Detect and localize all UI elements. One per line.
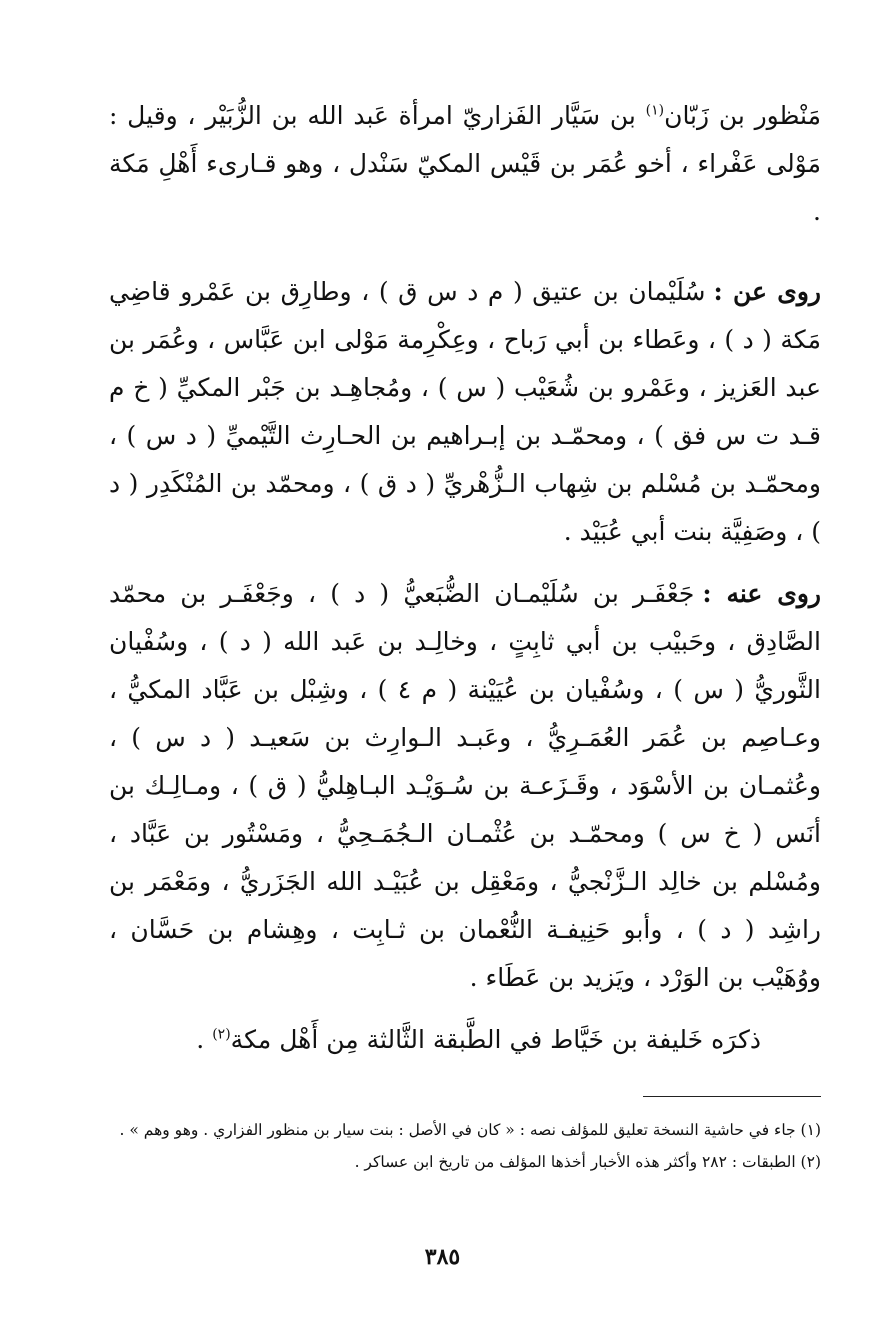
footnote-1: (١) جاء في حاشية النسخة تعليق للمؤلف نصه : « كان في الأصل : بنت سيار بن منظور الفزاري . وهو وهم » . (119, 1121, 821, 1139)
intro-text-rest: بن سَيَّار الفَزاريّ امرأة عَبد الله بن الزُّبَيْر ، وقيل : مَوْلى عَفْراء ، أخو عُمَر بن قَيْس المكيّ سَنْدل ، وهو قـارىء أَهْلِ مَكة . (109, 101, 821, 226)
intro-paragraph (109, 92, 821, 236)
narrated-from-label: روى عن : (713, 277, 821, 306)
closing-text: ذكرَه خَليفة بن خَيَّاط في الطَّبقة الثَّالثة مِن أَهْل مكة (230, 1025, 761, 1054)
narrated-from-paragraph (109, 268, 821, 556)
footnotes (109, 1114, 821, 1178)
footnote-2: (٢) الطبقات : ٢٨٢ وأكثر هذه الأخبار أخذها المؤلف من تاريخ ابن عساكر . (354, 1153, 821, 1171)
intro-text-start: مَنْظور بن زَبّان (664, 101, 821, 130)
closing-paragraph (109, 1016, 821, 1064)
footnote-marker-2: (٢) (212, 1026, 231, 1043)
page-number: ٣٨٥ (424, 1244, 461, 1270)
narrated-from-text: سُلَيْمان بن عتيق ( م د س ق ) ، وطارِق بن عَمْرو قاضِي مَكة ( د ) ، وعَطاء بن أبي رَباح ، وعِكْرِمة مَوْلى ابن عَبَّاس ، وعُمَر بن عبد العَزيز ، وعَمْرو بن شُعَيْب ( س ) ، ومُجاهِـد بن جَبْر المكيِّ ( خ م قـد ت س فق ) ، ومحمّـد بن إبـراهيم بن الحـارِث التَّيْميِّ ( د س ) ، ومحمّـد بن مُسْلم بن شِهاب الـزُّهْريِّ ( د ق ) ، ومحمّد بن المُنْكَدِر ( د ) ، وصَفِيَّة بنت أبي عُبَيْد . (109, 277, 821, 546)
narrated-by-paragraph (109, 570, 821, 1002)
footnote-separator (643, 1096, 821, 1097)
main-text (109, 92, 821, 1064)
narrated-by-text: جَعْفَـر بن سُلَيْمـان الضُّبَعيُّ ( د ) ، وجَعْفَـر بن محمّد الصَّادِق ، وحَبيْب بن أبي ثابِتٍ ، وخالِـد بن عَبد الله ( د ) ، وسُفْيان الثَّوريُّ ( س ) ، وسُفْيان بن عُيَيْنة ( م ٤ ) ، وشِبْل بن عَبَّاد المكيُّ ، وعـاصِم بن عُمَر العُمَـرِيُّ ، وعَبـد الـوارِث بن سَعيـد ( د س ) ، وعُثمـان بن الأسْوَد ، وقَـزَعـة بن سُـوَيْـد البـاهِليُّ ( ق ) ، ومـالِـك بن أنَس ( خ س ) ومحمّـد بن عُثْمـان الـجُمَـحِيُّ ، ومَسْتُور بن عَبَّاد ، ومُسْلم بن خالِد الـزَّنْجيُّ ، ومَعْقِل بن عُبَيْـد الله الجَزَريُّ ، ومَعْمَر بن راشِد ( د ) ، وأبو حَنِيفـة النُّعْمان بن ثـابِت ، وهِشام بن حَسَّان ، ووُهَيْب بن الوَرْد ، ويَزيد بن عَطَاء . (109, 579, 821, 992)
narrated-by-label: روى عنه : (702, 579, 821, 608)
footnote-marker-1: (١) (645, 102, 665, 119)
closing-end: . (196, 1025, 213, 1054)
